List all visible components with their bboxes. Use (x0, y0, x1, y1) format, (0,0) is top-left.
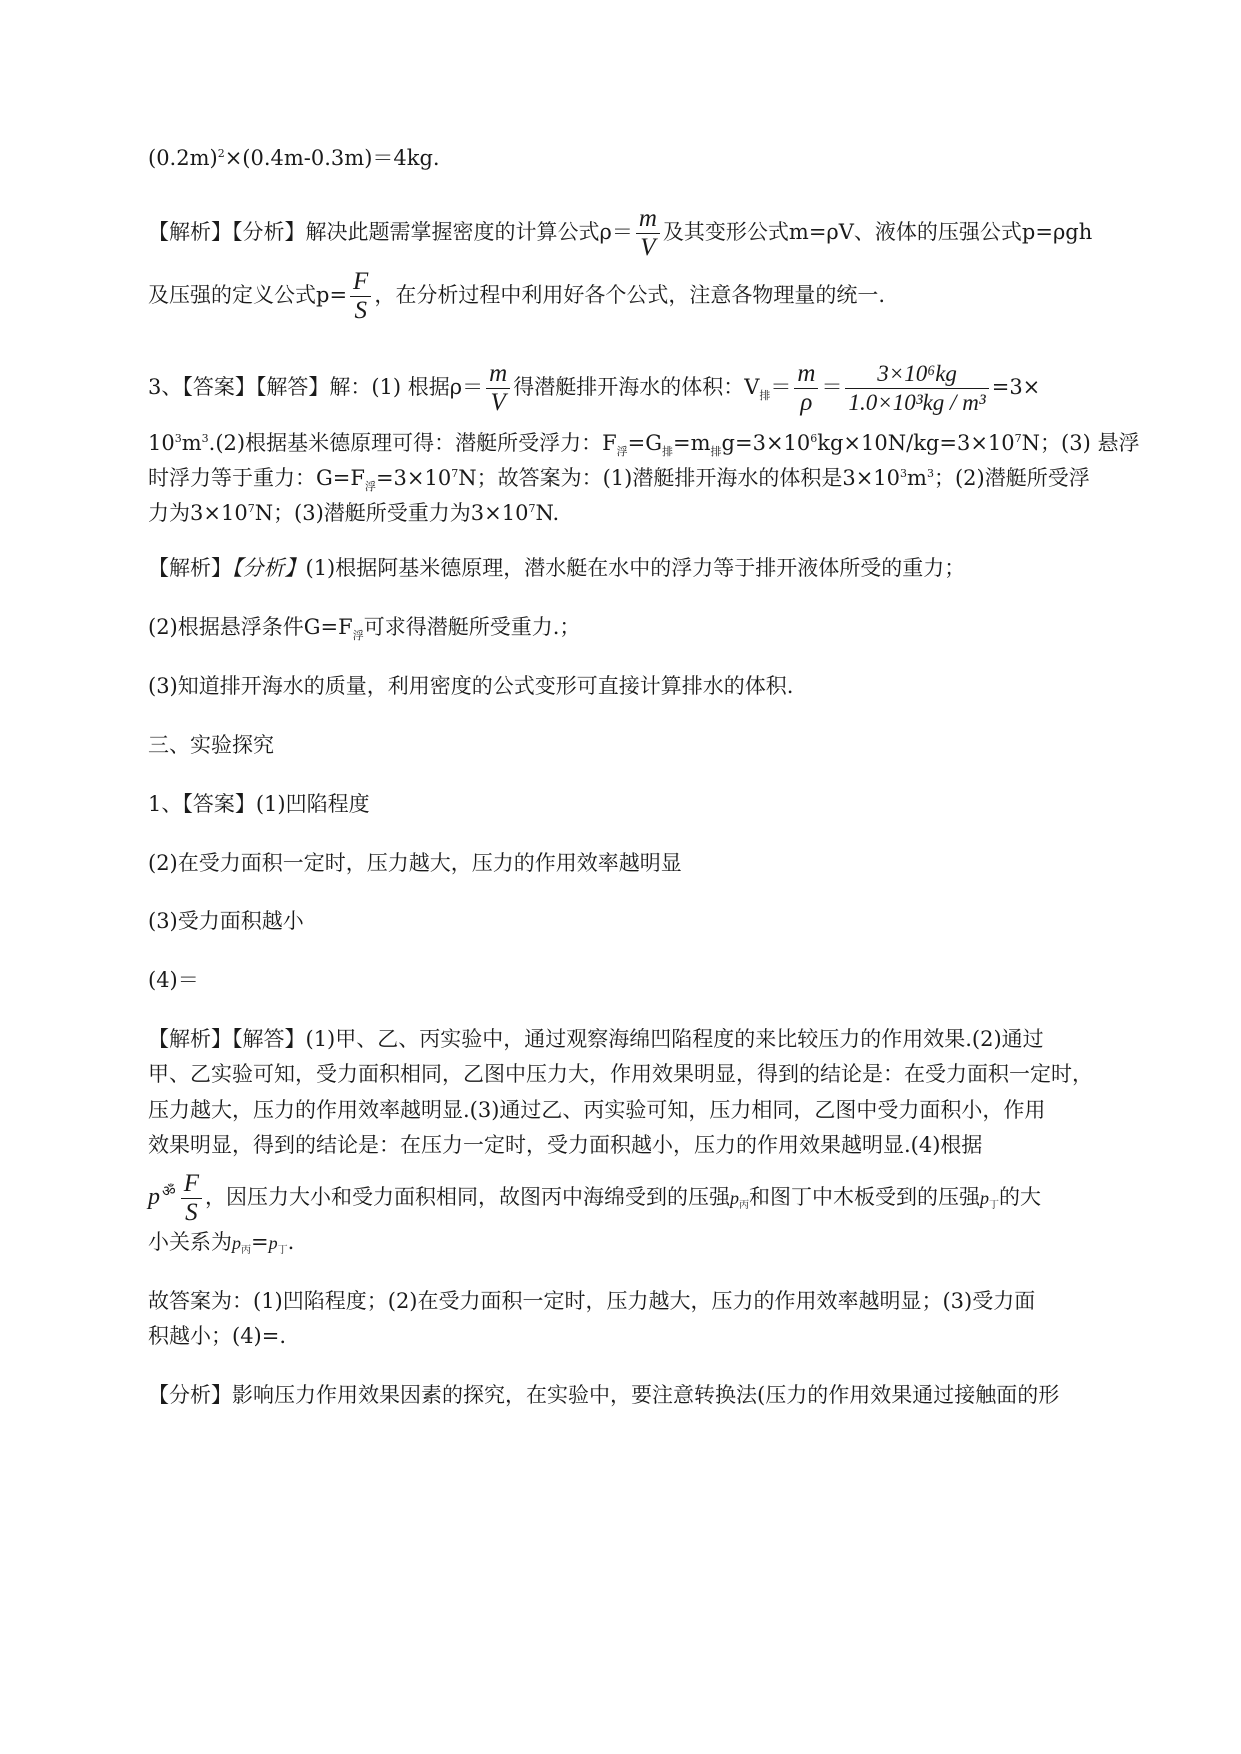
line-23: 积越小；(4)=. (148, 1324, 287, 1348)
line-3: 及压强的定义公式p= $\frac{F}{S}$ ，在分析过程中利用好各个公式，注意各物理量的统一. (148, 268, 886, 324)
line-9: (2)根据悬浮条件$G=F_浮$可求得潜艇所受重力.； (148, 615, 581, 643)
line-22: 故答案为：(1)凹陷程度；(2)在受力面积一定时，压力越大，压力的作用效率越明显；(3)受力面 (148, 1289, 1036, 1313)
line-6: 时浮力等于重力：$G=F_浮=3\times 10^7N$；故答案为：(1)潜艇排开海水的体积是$3\times 10^3m^3$；(2)潜艇所受浮 (148, 466, 1090, 494)
fraction-m-over-rho: $\frac{m}{\rho}$ (794, 360, 818, 417)
line-24: 【分析】影响压力作用效果因素的探究，在实验中，要注意转换法(压力的作用效果通过接触面的形 (148, 1383, 1060, 1407)
line-19: 效果明显，得到的结论是：在压力一定时，受力面积越小，压力的作用效果越明显.(4)根据 (148, 1133, 983, 1157)
line-5: $10^3m^3.(2)$根据基米德原理可得：潜艇所受浮力：$F_浮=G_排=m_排g=3\times 10^6kg\times 10N/kg=3\times 10^7N$；(3) 悬浮 (148, 431, 1140, 459)
line-8: 【解析】【分析】(1)根据阿基米德原理，潜水艇在水中的浮力等于排开液体所受的重力； (148, 556, 966, 580)
line-14: (3)受力面积越小 (148, 909, 304, 933)
line-15: (4)＝ (148, 968, 199, 992)
line-20: p $^ॐ$ $\frac{F}{S}$ ，因压力大小和受力面积相同，故图丙中海绵受到的压强p丙和图丁中木板受到的压强p丁的大 (148, 1170, 1041, 1226)
fraction-f-over-s: $\frac{F}{S}$ (350, 268, 371, 325)
line-13: (2)在受力面积一定时，压力越大，压力的作用效率越明显 (148, 851, 682, 875)
fraction-m-over-v: $\frac{m}{V}$ (636, 205, 660, 262)
line-18: 压力越大，压力的作用效率越明显.(3)通过乙、丙实验可知，压力相同，乙图中受力面积小，作用 (148, 1098, 1046, 1122)
line-10: (3)知道排开海水的质量，利用密度的公式变形可直接计算排水的体积. (148, 674, 794, 698)
fraction-mass-over-density: $\frac{\text{3×10⁶kg}}{\text{1.0×10³kg / m³}}$ (845, 360, 988, 417)
line-1: $(0.2m)^2\times(0.4m-0.3m)=4kg$. (148, 146, 440, 170)
line-12: 1、【答案】(1)凹陷程度 (148, 792, 370, 816)
line-17: 甲、乙实验可知，受力面积相同，乙图中压力大，作用效果明显，得到的结论是：在受力面积一定时， (148, 1062, 1093, 1086)
fraction-f-over-s-2: $\frac{F}{S}$ (181, 1170, 202, 1227)
line-21: 小关系为p丙=p丁. (148, 1230, 295, 1256)
line-7: 力为$3\times 10^7N$；(3)潜艇所受重力为$3\times 10^7N$. (148, 501, 560, 525)
line-2: 【解析】【分析】解决此题需掌握密度的计算公式ρ＝ $\frac{m}{V}$ 及其变形公式m=ρV、液体的压强公式p=ρgh (148, 205, 1093, 261)
fraction-m-over-v-2: $\frac{m}{V}$ (486, 360, 510, 417)
line-16: 【解析】【解答】(1)甲、乙、丙实验中，通过观察海绵凹陷程度的来比较压力的作用效果.(2)通过 (148, 1027, 1044, 1051)
section-heading: 三、实验探究 (148, 733, 274, 757)
line-4: 3、【答案】【解答】解：(1) 根据ρ＝ $\frac{m}{V}$ 得潜艇排开海水的体积：$V_排=$ $\frac{m}{\rho}$ ＝ $\frac{\text{3×10⁶kg}}{\text{1.0×10³kg / m³}}$ =3× (148, 360, 1041, 416)
